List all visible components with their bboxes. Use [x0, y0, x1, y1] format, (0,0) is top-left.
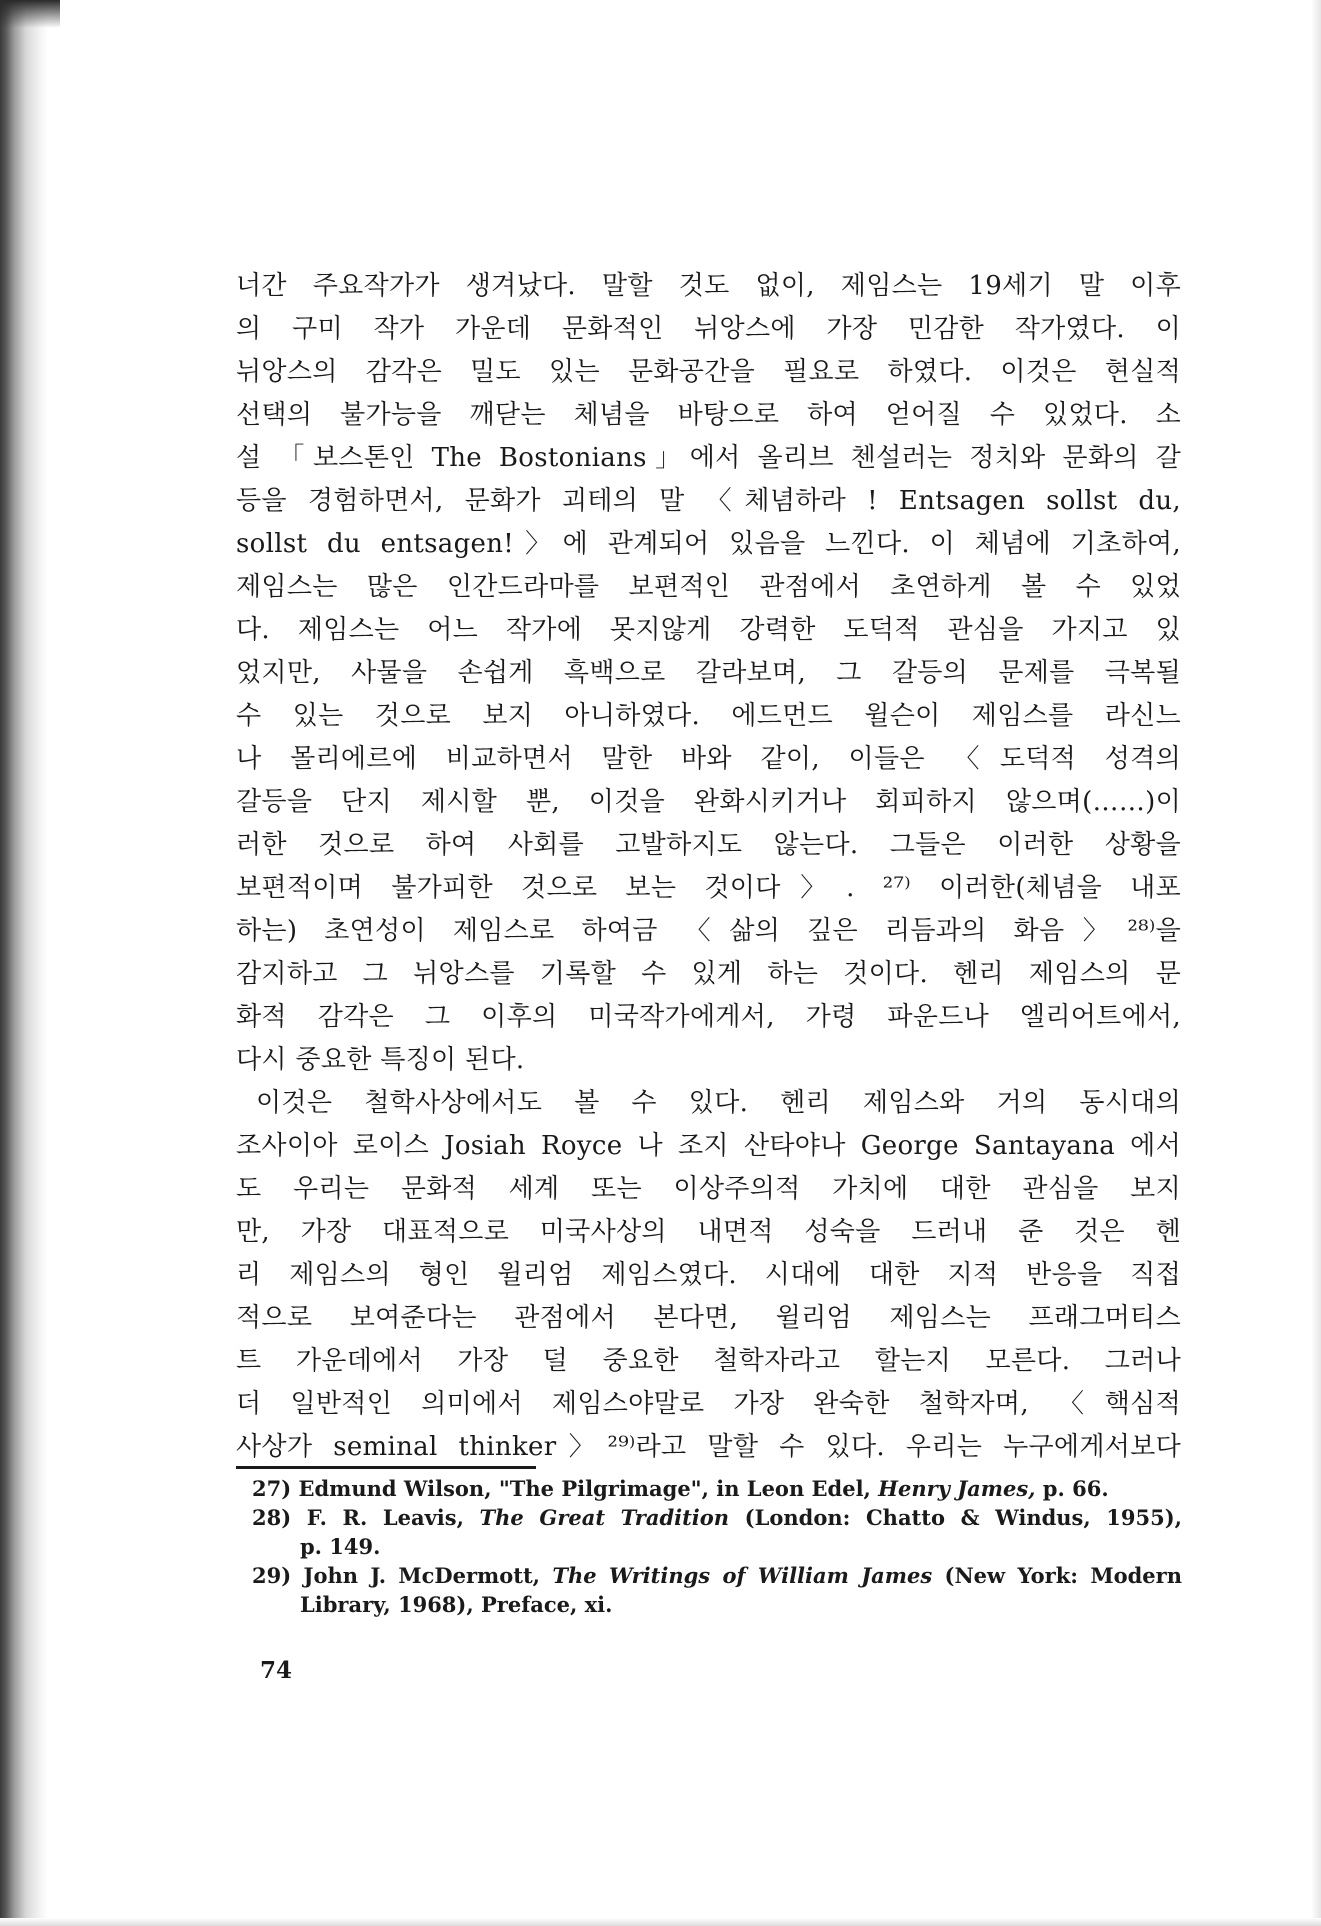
footnote-27	[252, 1474, 1182, 1504]
footnote-marker: 28)	[252, 1505, 292, 1530]
body-line: 조사이아 로이스 Josiah Royce 나 조지 산타야나 George Santayana 에서	[236, 1131, 1181, 1161]
page-corner-shadow	[0, 0, 60, 28]
footnote-continuation: Library, 1968), Preface, xi.	[300, 1592, 613, 1617]
body-line: 하는) 초연성이 제임스로 하여금 〈삶의 깊은 리듬과의 화음〉²⁸⁾을	[236, 916, 1181, 946]
footnote-in: in Leon Edel,	[716, 1476, 871, 1501]
page-number: 74	[260, 1657, 293, 1684]
body-line: 도 우리는 문화적 세계 또는 이상주의적 가치에 대한 관심을 보지	[236, 1174, 1181, 1204]
body-line: 다. 제임스는 어느 작가에 못지않게 강력한 도덕적 관심을 가지고 있	[236, 615, 1181, 645]
footnote-article-title: "The Pilgrimage",	[498, 1476, 709, 1501]
body-line: 등을 경험하면서, 문화가 괴테의 말 〈체념하라 ! Entsagen sollst du,	[236, 486, 1181, 516]
footnote-separator-rule	[236, 1466, 536, 1469]
body-line: 너간 주요작가가 생겨났다. 말할 것도 없이, 제임스는 19세기 말 이후	[236, 271, 1181, 301]
body-line: 다시 중요한 특징이 된다.	[236, 1045, 525, 1075]
footnote-marker: 27)	[252, 1476, 292, 1501]
body-line: 의 구미 작가 가운데 문화적인 뉘앙스에 가장 민감한 작가였다. 이	[236, 314, 1181, 344]
body-line: 갈등을 단지 제시할 뿐, 이것을 완화시키거나 회피하지 않으며(……)이	[236, 787, 1181, 817]
body-line: 더 일반적인 의미에서 제임스야말로 가장 완숙한 철학자며, 〈핵심적	[236, 1389, 1181, 1419]
body-line: 선택의 불가능을 깨닫는 체념을 바탕으로 하여 얻어질 수 있었다. 소	[236, 400, 1181, 430]
body-line: 나 몰리에르에 비교하면서 말한 바와 같이, 이들은 〈도덕적 성격의	[236, 744, 1181, 774]
body-line: 감지하고 그 뉘앙스를 기록할 수 있게 하는 것이다. 헨리 제임스의 문	[236, 959, 1181, 989]
footnote-28	[252, 1503, 1182, 1533]
body-line: 수 있는 것으로 보지 아니하였다. 에드먼드 윌슨이 제임스를 라신느	[236, 701, 1181, 731]
body-line-paragraph-start: 이것은 철학사상에서도 볼 수 있다. 헨리 제임스와 거의 동시대의	[256, 1088, 1181, 1118]
body-line: 사상가 seminal thinker〉²⁹⁾라고 말할 수 있다. 우리는 누구에게서보다	[236, 1432, 1181, 1462]
footnote-book-title: The Writings of William James	[552, 1563, 933, 1588]
body-line: 만, 가장 대표적으로 미국사상의 내면적 성숙을 드러내 준 것은 헨	[236, 1217, 1181, 1247]
footnote-author: F. R. Leavis,	[306, 1505, 464, 1530]
footnote-author: Edmund Wilson,	[298, 1476, 492, 1501]
footnote-28-continued	[300, 1532, 1182, 1562]
body-line: 었지만, 사물을 손쉽게 흑백으로 갈라보며, 그 갈등의 문제를 극복될	[236, 658, 1181, 688]
body-line: 보편적이며 불가피한 것으로 보는 것이다〉. ²⁷⁾ 이러한(체념을 내포	[236, 873, 1181, 903]
page-spine-shadow	[0, 0, 48, 1926]
footnote-publisher: (London: Chatto & Windus, 1955),	[744, 1505, 1182, 1530]
body-line: 트 가운데에서 가장 덜 중요한 철학자라고 할는지 모른다. 그러나	[236, 1346, 1181, 1376]
body-line: 적으로 보여준다는 관점에서 본다면, 윌리엄 제임스는 프래그머티스	[236, 1303, 1181, 1333]
footnote-marker: 29)	[252, 1563, 292, 1588]
footnote-book-title: Henry James,	[878, 1476, 1036, 1501]
footnote-page: p. 149.	[300, 1534, 381, 1559]
footnote-publisher: (New York: Modern	[944, 1563, 1183, 1588]
footnote-page: p. 66.	[1042, 1476, 1109, 1501]
body-line: sollst du entsagen!〉에 관계되어 있음을 느낀다. 이 체념에 기초하여,	[236, 529, 1181, 559]
footnote-29	[252, 1561, 1182, 1591]
page-bottom-edge	[0, 1918, 1321, 1926]
footnote-29-continued	[300, 1590, 1182, 1620]
body-line: 설 「보스톤인 The Bostonians」에서 올리브 첸설러는 정치와 문화의 갈	[236, 443, 1181, 473]
body-line: 화적 감각은 그 이후의 미국작가에게서, 가령 파운드나 엘리어트에서,	[236, 1002, 1181, 1032]
body-line: 리 제임스의 형인 윌리엄 제임스였다. 시대에 대한 지적 반응을 직접	[236, 1260, 1181, 1290]
footnote-author: John J. McDermott,	[303, 1563, 540, 1588]
page-right-edge	[1311, 0, 1321, 1926]
body-line: 러한 것으로 하여 사회를 고발하지도 않는다. 그들은 이러한 상황을	[236, 830, 1181, 860]
body-line: 제임스는 많은 인간드라마를 보편적인 관점에서 초연하게 볼 수 있었	[236, 572, 1181, 602]
footnote-book-title: The Great Tradition	[479, 1505, 730, 1530]
body-line: 뉘앙스의 감각은 밀도 있는 문화공간을 필요로 하였다. 이것은 현실적	[236, 357, 1181, 387]
